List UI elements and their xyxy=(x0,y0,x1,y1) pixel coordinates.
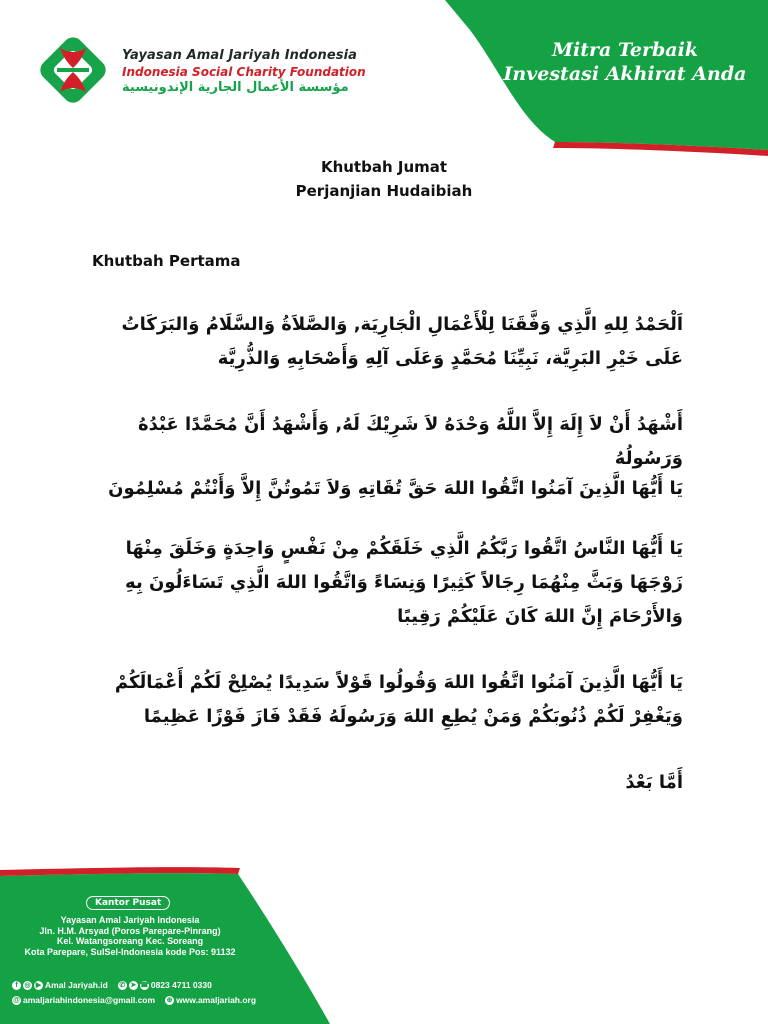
slogan-line-1: Mitra Terbaik xyxy=(552,39,698,61)
address-line: Jln. H.M. Arsyad (Poros Parepare-Pinrang) xyxy=(39,925,221,936)
contact-row-social xyxy=(12,980,212,990)
foundation-logo xyxy=(30,22,116,118)
facebook-icon[interactable]: f xyxy=(12,981,21,990)
office-address xyxy=(12,915,248,957)
address-line: Yayasan Amal Jariyah Indonesia xyxy=(60,915,200,925)
contact-row-web xyxy=(12,995,256,1005)
email-address[interactable]: amaljariahindonesia@gmail.com xyxy=(23,995,156,1005)
phone-icon[interactable]: ☎ xyxy=(139,981,149,989)
org-name-english: Yayasan Amal Jariyah Indonesia xyxy=(122,48,358,63)
social-handle[interactable]: Amal Jariyah.id xyxy=(45,980,108,990)
phone-number[interactable]: 0823 4711 0330 xyxy=(150,980,212,990)
address-line: Kel. Watangsoreang Kec. Soreang xyxy=(56,936,204,946)
instagram-icon[interactable]: ◎ xyxy=(24,981,31,989)
slogan xyxy=(500,38,750,86)
arabic-paragraph-6: أَمَّا بَعْدُ xyxy=(625,772,683,793)
telegram-icon[interactable]: ➤ xyxy=(130,981,137,989)
website-link[interactable]: www.amaljariah.org xyxy=(176,995,257,1005)
arabic-paragraph-1: اَلْحَمْدُ لِلهِ الَّذِي وَفَّقَنَا لِلْأَعْمَالِ الْجَارِيَة, وَالصَّلاَةُ وَالسَّلَامُ وَالبَرَكَاتُ عَلَى خَيْرِ البَرِيَّة، نَبِيِّنَا مُحَمَّدٍ وَعَلَى آلِهِ وَأَصْحَابِهِ وَالذُّرِيَّة xyxy=(121,314,683,369)
arabic-paragraph-3: يَا أَيُّهَا الَّذِينَ آمَنُوا اتَّقُوا اللهَ حَقَّ تُقَاتِهِ وَلاَ تَمُوتُنَّ إِلاَّ وَأَنْتُمْ مُسْلِمُونَ xyxy=(108,478,683,499)
section-heading: Khutbah Pertama xyxy=(92,252,241,270)
org-name-indonesian: Indonesia Social Charity Foundation xyxy=(122,65,366,79)
organization-name xyxy=(122,48,382,95)
document-title: Khutbah Jumat xyxy=(320,158,448,176)
document-subtitle: Perjanjian Hudaibiah xyxy=(295,182,473,200)
arabic-paragraph-4: يَا أَيُّهَا النَّاسُ اتَّقُوا رَبَّكُمُ الَّذِي خَلَقَكُمْ مِنْ نَفْسٍ وَاحِدَةٍ وَخَلَقَ مِنْهَا زَوْجَهَا وَبَثَّ مِنْهُمَا رِجَالاً كَثِيرًا وَنِسَاءً وَاتَّقُوا اللهَ الَّذِي تَسَاءَلُونَ بِهِ وَالأَرْحَامَ إِنَّ اللهَ كَانَ عَلَيْكُمْ رَقِيبًا xyxy=(125,538,683,627)
org-name-arabic: مؤسسة الأعمال الجارية الإندونيسية xyxy=(122,80,349,95)
address-line: Kota Parepare, SulSel-Indonesia kode Pos: 91132 xyxy=(24,946,236,957)
globe-icon[interactable]: ⊕ xyxy=(166,996,173,1004)
office-label-badge: Kantor Pusat xyxy=(86,896,170,910)
arabic-paragraph-5: يَا أَيُّهَا الَّذِينَ آمَنُوا اتَّقُوا اللهَ وَقُولُوا قَوْلاً سَدِيدًا يُصْلِحْ لَكُمْ أَعْمَالَكُمْ وَيَغْفِرْ لَكُمْ ذُنُوبَكُمْ وَمَنْ يُطِعِ اللهَ وَرَسُولَهُ فَقَدْ فَازَ فَوْزًا عَظِيمًا xyxy=(114,672,683,727)
youtube-icon[interactable]: ▶ xyxy=(35,981,42,989)
arabic-paragraph-2: أَشْهَدُ أَنْ لاَ إِلَهَ إِلاَّ اللَّهُ وَحْدَهُ لاَ شَرِيْكَ لَهُ, وَأَشْهَدُ أَنَّ مُحَمَّدًا عَبْدُهُ وَرَسُولُهُ xyxy=(138,414,683,469)
whatsapp-icon[interactable]: ✆ xyxy=(119,981,126,989)
email-icon[interactable]: @ xyxy=(13,996,20,1004)
slogan-line-2: Investasi Akhirat Anda xyxy=(503,63,747,85)
